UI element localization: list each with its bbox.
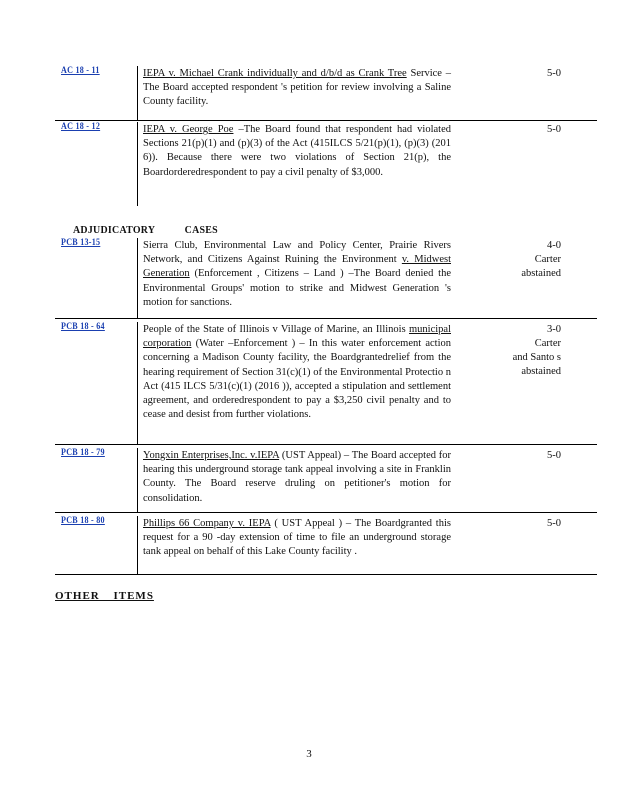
row-divider (55, 574, 597, 575)
row-divider (55, 120, 597, 121)
vote-line: abstained (521, 366, 561, 377)
case-body: Service –The Board accepted respondent 's petition for review involving a Saline County facility. (143, 68, 452, 108)
case-body: (Water –Enforcement ) – In this water enforcement action concerning a Madison County facility, the Boardgrantedrelief from the hearing requirement of Section 31(c)(1) of the Environmental Protectio n Act (415 ILCS 5/31(c)(1) (2016 )), accepted a stipulation and settlement agreement, and orderedrespondent to pay a $3,250 civil penalty and to cease and desist from further violations. (143, 338, 451, 421)
other-items-heading: OTHER ITEMS (55, 590, 154, 602)
case-title: IEPA v. Michael Crank individually and d/b/d as Crank Tree (143, 68, 407, 79)
case-description (143, 323, 451, 422)
column-divider (137, 516, 138, 574)
case-row (55, 122, 597, 206)
case-body: ( UST Appeal ) – The Boardgranted this request for a 90 -day extension of time to file an underground storage tank appeal on behalf of this Lake County facility . (143, 518, 451, 558)
case-number-link[interactable]: PCB 18 - 80 (61, 516, 105, 526)
vote-line: 3-0 (547, 324, 561, 335)
column-divider (137, 448, 138, 512)
vote-result (451, 67, 561, 81)
case-description (143, 239, 451, 310)
case-row (55, 322, 597, 444)
case-title: Yongxin Enterprises,Inc. v.IEPA (143, 450, 280, 461)
case-description (143, 123, 451, 180)
vote-line: Carter (534, 254, 561, 265)
case-body: –The Board found that respondent had violated Sections 21(p)(1) and (p)(3) of the Act (415ILCS 5/21(p)(1), (p)(3) (201 6)). Because there were two violations of Section 21(p), the Boardorderedrespondent to pay a civil penalty of $3,000. (143, 124, 451, 178)
case-number-link[interactable]: PCB 18 - 79 (61, 448, 105, 458)
case-description (143, 449, 451, 506)
case-number-link[interactable]: PCB 18 - 64 (61, 322, 105, 332)
section-heading: ADJUDICATORY CASES (73, 224, 218, 236)
column-divider (137, 66, 138, 120)
vote-line: and Santo s (512, 352, 561, 363)
case-row (55, 448, 597, 512)
vote-result (451, 449, 561, 463)
column-divider (137, 122, 138, 206)
vote-line: 5-0 (547, 518, 561, 529)
row-divider (55, 512, 597, 513)
case-row (55, 516, 597, 574)
vote-line: 4-0 (547, 240, 561, 251)
case-parties: People of the State of Illinois v Village of Marine, an Illinois (143, 324, 409, 335)
row-divider (55, 318, 597, 319)
vote-result (451, 323, 561, 379)
case-title: v. Midwest Generation (143, 254, 451, 280)
case-number-link[interactable]: AC 18 - 12 (61, 122, 101, 132)
vote-line: 5-0 (547, 450, 561, 461)
case-number-link[interactable]: PCB 13-15 (61, 238, 101, 248)
case-description (143, 67, 451, 110)
vote-line: abstained (521, 268, 561, 279)
vote-result (451, 517, 561, 531)
row-divider (55, 444, 597, 445)
vote-line: 5-0 (547, 124, 561, 135)
case-body: (Enforcement , Citizens – Land ) –The Board denied the Environmental Groups' motion to strike and Midwest Generation 's motion for sanctions. (143, 268, 451, 308)
vote-line: Carter (534, 338, 561, 349)
case-title: IEPA v. George Poe (143, 124, 234, 135)
vote-result (451, 123, 561, 137)
column-divider (137, 322, 138, 444)
vote-result (451, 239, 561, 281)
vote-line: 5-0 (547, 68, 561, 79)
column-divider (137, 238, 138, 318)
case-body: (UST Appeal) – The Board accepted for hearing this underground storage tank appeal involving a site in Franklin County. The Board reserve druling on petitioner's motion for consolidation. (143, 450, 451, 504)
case-row (55, 238, 597, 318)
case-parties: Sierra Club, Environmental Law and Policy Center, Prairie Rivers Network, and Citizens Against Ruining the Environment (143, 240, 451, 266)
case-row (55, 66, 597, 120)
case-number-link[interactable]: AC 18 - 11 (61, 66, 100, 76)
page-number: 3 (306, 748, 312, 760)
case-title: Phillips 66 Company v. IEPA (143, 518, 271, 529)
case-description (143, 517, 451, 560)
case-title: municipal corporation (143, 324, 451, 350)
